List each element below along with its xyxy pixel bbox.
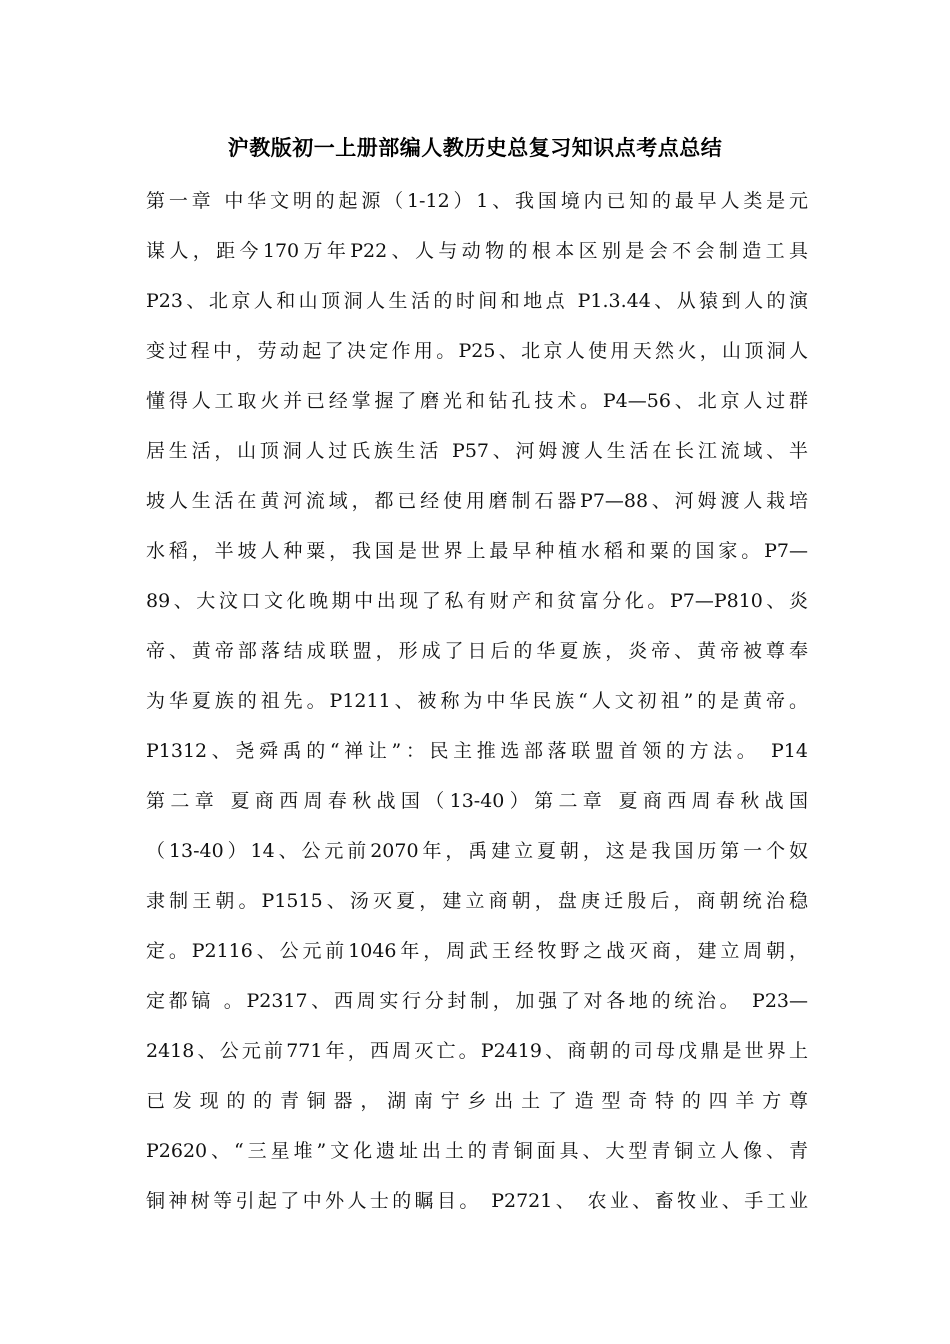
text-line: 89、大汶口文化晚期中出现了私有财产和贫富分化。P7—P810、炎 (146, 590, 808, 612)
text-line: 为华夏族的祖先。P1211、被称为中华民族“人文初祖”的是黄帝。 (146, 690, 808, 712)
text-line: 定都镐 。P2317、西周实行分封制，加强了对各地的统治。 P23— (146, 990, 808, 1012)
text-line: 变过程中，劳动起了决定作用。P25、北京人使用天然火，山顶洞人 (146, 340, 808, 362)
text-line: 坡人生活在黄河流域，都已经使用磨制石器P7—88、河姆渡人栽培 (146, 490, 808, 512)
text-line: 铜神树等引起了中外人士的瞩目。 P2721、 农业、畜牧业、手工业 (146, 1190, 808, 1212)
text-line: P23、北京人和山顶洞人生活的时间和地点 P1.3.44、从猿到人的演 (146, 290, 808, 312)
text-line: 已发现的的青铜器，湖南宁乡出土了造型奇特的四羊方尊 (146, 1090, 808, 1112)
text-line: 第一章 中华文明的起源（1-12）1、我国境内已知的最早人类是元 (146, 190, 808, 212)
text-line: 2418、公元前771年，西周灭亡。P2419、商朝的司母戊鼎是世界上 (146, 1040, 808, 1062)
text-line: P1312、尧舜禹的“禅让”：民主推选部落联盟首领的方法。 P14 (146, 740, 808, 762)
text-line: 居生活，山顶洞人过氏族生活 P57、河姆渡人生活在长江流域、半 (146, 440, 808, 462)
text-line: 帝、黄帝部落结成联盟，形成了日后的华夏族，炎帝、黄帝被尊奉 (146, 640, 808, 662)
document-title: 沪教版初一上册部编人教历史总复习知识点考点总结 (227, 136, 723, 160)
text-line: （13-40）14、公元前2070年，禹建立夏朝，这是我国历第一个奴 (146, 840, 808, 862)
text-line: 水稻，半坡人种粟，我国是世界上最早种植水稻和粟的国家。P7— (146, 540, 808, 562)
text-line: 隶制王朝。P1515、汤灭夏，建立商朝，盘庚迁殷后，商朝统治稳 (146, 890, 808, 912)
text-line: 第二章 夏商西周春秋战国（13-40）第二章 夏商西周春秋战国 (146, 790, 808, 812)
text-line: P2620、“三星堆”文化遗址出土的青铜面具、大型青铜立人像、青 (146, 1140, 808, 1162)
document-body (146, 183, 808, 1233)
text-line: 定。P2116、公元前1046年，周武王经牧野之战灭商，建立周朝， (146, 940, 808, 962)
text-line: 懂得人工取火并已经掌握了磨光和钻孔技术。P4—56、北京人过群 (146, 390, 808, 412)
text-line: 谋人，距今170万年P22、人与动物的根本区别是会不会制造工具 (146, 240, 808, 262)
